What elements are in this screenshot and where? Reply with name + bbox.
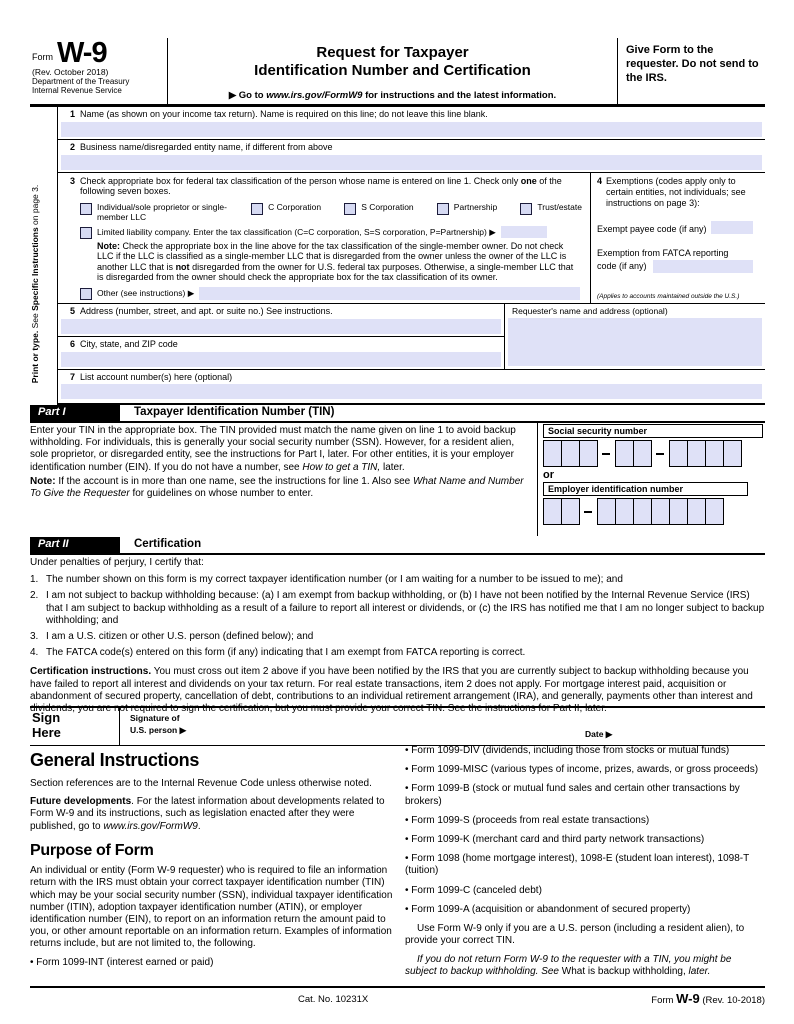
requester-section [504, 304, 765, 369]
catalog-number: Cat. No. 10231X [298, 994, 369, 1005]
sign-here-label: Sign Here [30, 708, 120, 745]
classification-checkboxes [80, 202, 582, 222]
tin-column [537, 422, 765, 536]
s-corporation-checkbox-label: S Corporation [361, 202, 414, 213]
line4-label: Exemptions (codes apply only to certain entities, not individuals; see instructions on page 3): [606, 175, 746, 209]
give-form-notice: Give Form to the requester. Do not send to the IRS. [617, 38, 765, 104]
other-label: Other (see instructions) ▶ [97, 288, 195, 299]
s-corporation-checkbox[interactable] [344, 203, 356, 215]
line1-number: 1 [70, 109, 76, 119]
fatca-label-line1: Exemption from FATCA reporting [597, 248, 729, 259]
business-name-input[interactable] [61, 155, 762, 170]
ssn-digit-cell[interactable] [543, 440, 562, 467]
bullet-1099-a: • Form 1099-A (acquisition or abandonment of secured property) [405, 903, 691, 915]
part2-header [30, 537, 765, 555]
account-numbers-input[interactable] [61, 384, 762, 399]
goto-instructions-line [168, 90, 617, 101]
checkbox-item-individual [80, 202, 228, 222]
goto-post: for instructions and the latest information. [362, 90, 557, 101]
line4-exemptions-section [590, 173, 765, 303]
ein-digit-cell[interactable] [669, 498, 688, 525]
sign-here-section [30, 706, 765, 746]
line5-label: Address (number, street, and apt. or suite no.) See instructions. [80, 306, 333, 316]
fatca-code-input[interactable] [653, 260, 753, 273]
applies-note: (Applies to accounts maintained outside the U.S.) [597, 293, 740, 300]
part1-paragraph: Enter your TIN in the appropriate box. The TIN provided must match the name given on line 1 to avoid backup withholding. For individuals, this is generally your social security number (SSN). However, for a resident alien, sole proprietor, or disregarded entity, see the instructions for Part I, later. For other entities, it is your employer identification number (EIN). If you do not have a number, see How to get a TIN, later. [30, 425, 516, 473]
certification-item-4: 4. The FATCA code(s) entered on this form (if any) indicating that I am exempt from FATCA reporting is correct. [30, 647, 526, 659]
signature-label-line1: Signature of [130, 713, 180, 723]
goto-url: www.irs.gov/FormW9 [266, 90, 363, 101]
llc-checkbox[interactable] [80, 227, 92, 239]
other-checkbox[interactable] [80, 288, 92, 300]
line7-label: List account number(s) here (optional) [80, 371, 233, 382]
ein-digit-cell[interactable] [615, 498, 634, 525]
address-column [58, 304, 504, 369]
ein-dash [584, 511, 592, 513]
ein-digit-cell[interactable] [633, 498, 652, 525]
checkbox-item-s-corp [344, 202, 413, 222]
line3-line4-section [58, 172, 765, 304]
address-input[interactable] [61, 319, 501, 334]
line2-number: 2 [70, 141, 76, 152]
print-or-type-sidebar [30, 168, 56, 400]
bullet-1099-s: • Form 1099-S (proceeds from real estate transactions) [405, 814, 650, 826]
line5-line6-section [58, 304, 765, 370]
form-title-line2: Identification Number and Certification [254, 62, 531, 79]
form-number: W-9 [57, 37, 107, 69]
bullet-1099-c: • Form 1099-C (canceled debt) [405, 884, 542, 896]
part1-title: Taxpayer Identification Number (TIN) [134, 406, 335, 418]
line5-number: 5 [70, 306, 76, 316]
line3-number: 3 [70, 175, 76, 186]
line5-row [58, 304, 504, 337]
part1-instructions [30, 425, 530, 500]
ssn-digit-cell[interactable] [723, 440, 742, 467]
trust-estate-checkbox-label: Trust/estate [537, 202, 582, 213]
ssn-digit-cell[interactable] [687, 440, 706, 467]
individual-checkbox-label: Individual/sole proprietor or single-member LLC [97, 202, 227, 223]
other-input[interactable] [199, 287, 580, 300]
ssn-digit-cell[interactable] [615, 440, 634, 467]
certification-item-2: 2. I am not subject to backup withholding because: (a) I am exempt from backup withholding, or (b) I have not been notified by the Internal Revenue Service (IRS) that I am subject to backup withholding as a result of a failure to report all interest or dividends, or (c) the IRS has notified me that I am no longer subject to backup withholding; and [30, 590, 765, 626]
ein-digit-cell[interactable] [597, 498, 616, 525]
trust-estate-checkbox[interactable] [520, 203, 532, 215]
line7-row [58, 370, 765, 400]
form-word: Form [32, 52, 53, 63]
part1-tab: Part I [30, 405, 120, 421]
ein-digit-cell[interactable] [705, 498, 724, 525]
city-state-zip-input[interactable] [61, 352, 501, 367]
line3-label: Check appropriate box for federal tax classification of the person whose name is entered on line 1. Check only one of the following seven boxes. [80, 175, 562, 197]
backup-withholding-para: If you do not return Form W-9 to the requester with a TIN, you might be subject to backup withholding. See What is backup withholding, later. [405, 954, 732, 978]
date-label: Date ▶ [585, 729, 613, 740]
department-line1: Department of the Treasury [32, 77, 130, 87]
line7-number: 7 [70, 371, 76, 382]
requester-name-address-input[interactable] [508, 318, 762, 366]
partnership-checkbox-label: Partnership [453, 202, 498, 213]
signature-label-line2: U.S. person ▶ [130, 724, 187, 735]
ssn-digit-cell[interactable] [669, 440, 688, 467]
part2-title: Certification [134, 538, 202, 550]
ein-digit-cell[interactable] [651, 498, 670, 525]
general-instructions-column [30, 750, 398, 975]
perjury-intro: Under penalties of perjury, I certify that: [30, 557, 204, 568]
partnership-checkbox[interactable] [437, 203, 449, 215]
bullet-1099-int: • Form 1099-INT (interest earned or paid) [30, 956, 214, 968]
line6-label: City, state, and ZIP code [80, 338, 178, 349]
ein-label-box: Employer identification number [543, 482, 748, 496]
ssn-label-box: Social security number [543, 424, 763, 438]
form-id-block [30, 38, 168, 104]
line6-number: 6 [70, 338, 76, 349]
certification-item-3: 3. I am a U.S. citizen or other U.S. person (defined below); and [30, 630, 314, 642]
fatca-label-line2: code (if any) [597, 261, 647, 272]
page-footer [30, 986, 765, 1006]
section-references-para: Section references are to the Internal Revenue Code unless otherwise noted. [30, 777, 372, 789]
line3-classification-section [58, 173, 590, 303]
other-row [80, 287, 582, 300]
department-line2: Internal Revenue Service [32, 86, 122, 96]
line6-row [58, 337, 504, 367]
ssn-digit-cell[interactable] [633, 440, 652, 467]
part2-body [30, 557, 765, 715]
part1-note: Note: If the account is in more than one name, see the instructions for line 1. Also see What Name and Number To Give the Requester for guidelines on whose number to enter. [30, 475, 524, 499]
general-instructions-heading: General Instructions [30, 750, 200, 770]
name-input[interactable] [61, 122, 762, 137]
bullet-1099-b: • Form 1099-B (stock or mutual fund sales and certain other transactions by brokers) [405, 783, 740, 807]
ein-cells [543, 498, 765, 525]
signature-cell [120, 708, 765, 745]
form-title-line1: Request for Taxpayer [316, 44, 469, 61]
ssn-digit-cell[interactable] [705, 440, 724, 467]
llc-note: Note: Check the appropriate box in the line above for the tax classification of the single-member owner. Do not check LLC if the LLC is classified as a single-member LLC that is disregarded from the owner unless the owner of the LLC is another LLC that is not disregarded from the owner for U.S. federal tax purposes. Otherwise, a single-member LLC that is disregarded from the owner should check the appropriate box for the tax classification of its owner. [97, 240, 574, 283]
footer-form-id: Form W-9 (Rev. 10-2018) [651, 991, 765, 1006]
form-fields-box [57, 107, 765, 405]
bullet-1099-div: • Form 1099-DIV (dividends, including those from stocks or mutual funds) [405, 745, 730, 756]
future-developments-para: Future developments. For the latest information about developments related to Form W-9 and its instructions, such as legislation enacted after they were published, go to www.irs.gov/FormW9. [30, 796, 385, 832]
checkbox-item-trust [520, 202, 582, 222]
checkbox-item-c-corp [251, 202, 321, 222]
see-label: See [30, 310, 40, 329]
form-title-block [168, 38, 617, 104]
llc-row [80, 226, 582, 239]
line1-label: Name (as shown on your income tax return). Name is required on this line; do not leave this line blank. [80, 109, 488, 119]
page3-label: on page 3. [30, 184, 40, 228]
ssn-dash [656, 453, 664, 455]
line2-label: Business name/disregarded entity name, if different from above [80, 141, 333, 152]
requester-label: Requester's name and address (optional) [512, 306, 668, 316]
exempt-payee-label: Exempt payee code (if any) [597, 224, 707, 235]
certification-instructions: Certification instructions. You must cross out item 2 above if you have been notified by the IRS that you are currently subject to backup withholding because you have failed to report all interest and dividends on your tax return. For real estate transactions, item 2 does not apply. For mortgage interest paid, acquisition or abandonment of secured property, cancellation of debt, contributions to an individual retirement arrangement (IRA), and generally, payments other than interest and dividends, you are not required to sign the certification, but you must provide your correct TIN. See the instructions for Part II, later. [30, 666, 753, 714]
form-header [30, 38, 765, 107]
signature-input-area[interactable] [240, 716, 570, 742]
or-label: or [543, 469, 554, 481]
print-or-type-label: Print or type. [30, 330, 40, 384]
line4-number: 4 [597, 175, 603, 186]
goto-arrow-icon: ▶ Go to [228, 90, 267, 101]
part2-tab: Part II [30, 537, 120, 553]
llc-label: Limited liability company. Enter the tax classification (C=C corporation, S=S corporation, P=Partnership) ▶ [97, 226, 496, 237]
part1-body [30, 425, 765, 537]
ssn-dash [602, 453, 610, 455]
form-title [168, 44, 617, 80]
ein-digit-cell[interactable] [687, 498, 706, 525]
bullet-1099-k: • Form 1099-K (merchant card and third party network transactions) [405, 833, 705, 845]
line1-row [58, 107, 765, 140]
bullet-1099-misc: • Form 1099-MISC (various types of income, prizes, awards, or gross proceeds) [405, 764, 759, 776]
form-revision: (Rev. October 2018) [32, 67, 109, 78]
ssn-digit-cell[interactable] [579, 440, 598, 467]
ein-digit-cell[interactable] [561, 498, 580, 525]
checkbox-item-partnership [437, 202, 497, 222]
part1-header [30, 405, 765, 423]
bullet-1098: • Form 1098 (home mortgage interest), 1098-E (student loan interest), 1098-T (tuition) [405, 853, 750, 877]
c-corporation-checkbox-label: C Corporation [268, 202, 322, 213]
exempt-payee-code-input[interactable] [711, 221, 753, 234]
llc-classification-input[interactable] [501, 226, 547, 238]
purpose-of-form-heading: Purpose of Form [30, 841, 154, 859]
purpose-para: An individual or entity (Form W-9 requester) who is required to file an information return with the IRS must obtain your correct taxpayer identification number (TIN) which may be your social security number (SSN), individual taxpayer identification number (ITIN), adoption taxpayer identification number (ATIN), or employer identification number (EIN), to report on an information return the amount paid to you, or other amount reportable on an information return. Examples of information returns include, but are not limited to, the following. [30, 865, 393, 950]
specific-instructions-label: Specific Instructions [30, 227, 40, 311]
ein-digit-cell[interactable] [543, 498, 562, 525]
date-input-area[interactable] [625, 716, 794, 742]
c-corporation-checkbox[interactable] [251, 203, 263, 215]
certification-item-1: 1. The number shown on this form is my correct taxpayer identification number (or I am waiting for a number to be issued to me); and [30, 574, 623, 586]
forms-list-column [405, 745, 765, 986]
use-form-para: Use Form W-9 only if you are a U.S. person (including a resident alien), to provide your correct TIN. [405, 922, 745, 947]
line2-row [58, 140, 765, 170]
ssn-digit-cell[interactable] [561, 440, 580, 467]
ssn-cells [543, 440, 765, 467]
individual-checkbox[interactable] [80, 203, 92, 215]
fatca-exemption-block [597, 248, 760, 273]
